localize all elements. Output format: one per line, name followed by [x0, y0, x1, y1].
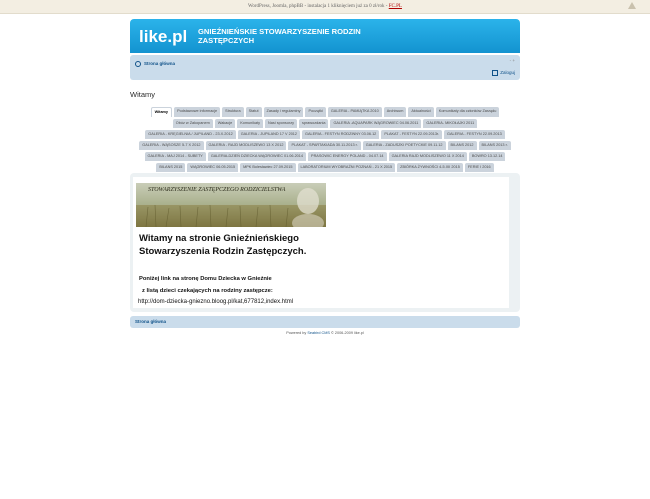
site-header — [130, 19, 520, 53]
tab-item[interactable]: GALERIA - WĄSOSZE 5-7 X 2012 — [139, 141, 203, 150]
tab-item[interactable]: Podstawowe informacje — [174, 107, 220, 117]
tab-item[interactable]: WĄGROWIEC 06.05.2015 — [187, 163, 238, 172]
content-panel — [130, 173, 520, 312]
tab-item[interactable]: Początki — [305, 107, 325, 117]
tab-item[interactable]: Komunikaty — [237, 119, 263, 128]
tab-item[interactable]: PLAKAT - FESTYN 22.09.2013r. — [381, 130, 442, 139]
orphanage-link[interactable]: http://dom-dziecka-gniezno.bloog.pl/kat,677812,index.html — [138, 299, 294, 305]
tab-item[interactable]: BOWRO 13.12.14 — [469, 152, 506, 161]
tab-item[interactable]: Zasady i regulaminy — [264, 107, 304, 117]
tab-item[interactable]: GALERIA - FESTYN RODZINNY 03.06.12 — [302, 130, 379, 139]
tab-item[interactable]: GALERIA - ZADUSZKI POETYCKIE 09.11.12 — [363, 141, 446, 150]
content-body — [133, 177, 509, 308]
top-navbar — [130, 55, 520, 80]
banner-caption: STOWARZYSZENIE ZASTĘPCZEGO RODZICIELSTWA — [148, 187, 286, 193]
key-icon — [492, 70, 498, 76]
like-pl-logo[interactable] — [138, 26, 188, 47]
tab-item[interactable]: Struktura — [222, 107, 243, 117]
tab-item[interactable]: MPK Bolesławiec 27.09.2015 — [240, 163, 295, 172]
tab-item[interactable]: GALERIA - PAMIĄTKA 2010 — [328, 107, 382, 117]
breadcrumb-home[interactable]: Strona główna — [135, 61, 175, 67]
font-size-control[interactable]: - + — [509, 58, 515, 63]
tab-item[interactable]: GALERIA - JUPILAND 17 V 2012 — [238, 130, 300, 139]
intro-line-2: z listą dzieci czekających na rodziny zastępcze: — [142, 288, 273, 294]
tab-item[interactable]: sprawozdania — [299, 119, 328, 128]
tab-item[interactable]: GALERIA - FESTYN 22.09.2013 — [444, 130, 505, 139]
intro-line-1: Poniżej link na stronę Domu Dziecka w Gnieźnie — [139, 276, 272, 282]
tab-item[interactable]: GALERIA - KRĘGIELNIA / JUPILAND - 23.X.2012 — [145, 130, 235, 139]
home-icon — [135, 61, 141, 67]
promo-topbar — [0, 0, 650, 14]
tab-item[interactable]: Statut — [246, 107, 262, 117]
tab-item[interactable]: Archiwum — [384, 107, 407, 117]
tab-item[interactable]: GALERIA RAJD MODLISZEWO 11 X 2014 — [389, 152, 467, 161]
login-link[interactable]: Zaloguj — [492, 70, 515, 76]
tab-item[interactable]: Wakacje — [215, 119, 235, 128]
tab-item[interactable]: BILANS 2013 r. — [479, 141, 511, 150]
promo-link[interactable]: FC.PL — [388, 4, 402, 9]
page-container — [130, 19, 520, 335]
page-title: Witamy — [130, 90, 155, 99]
tab-item[interactable]: GALERIA - RAJD MODLISZEWO 13 X 2012 — [206, 141, 287, 150]
tab-bar — [130, 107, 520, 172]
tab-item[interactable]: PRASOWIC ENERGY POLAND - 04.07.14 — [308, 152, 387, 161]
tab-item[interactable]: Nasi sponsorzy — [265, 119, 297, 128]
tab-item[interactable]: BILANS 2015 — [156, 163, 185, 172]
association-banner-image — [136, 183, 326, 227]
tab-item[interactable]: GALERIA- MIKOŁAJKI 2011 — [423, 119, 477, 128]
tab-item[interactable]: Obóz w Zakopanem — [173, 119, 213, 128]
tab-item[interactable]: FERIE I 2016 — [465, 163, 494, 172]
promo-text: WordPress, Joomla, phpBB - instalacja 1 kliknięciem już za 0 zł/rok - — [248, 4, 389, 9]
tab-item[interactable]: Aktualności — [408, 107, 433, 117]
tab-item[interactable]: GALERIA-DZIEŃ DZIECKA WĄGROWIEC 01.06.2014 — [208, 152, 306, 161]
scroll-top-icon[interactable] — [628, 2, 636, 9]
tab-item[interactable]: PLAKAT - SPARTAKIADA 30.11.2013 r. — [288, 141, 360, 150]
copyright: Powered by Seabird CMS © 2006-2009 like.pl — [286, 331, 364, 335]
footer-navbar — [130, 316, 520, 328]
tab-item[interactable]: LABORATORIUM WYOBRAŹNI POZNAŃ - 21 X 2015 — [298, 163, 396, 172]
tab-item[interactable]: BILANS 2012 — [448, 141, 477, 150]
welcome-heading: Witamy na stronie Gnieźnieńskiego Stowarzyszenia Rodzin Zastępczych. — [139, 233, 307, 257]
tab-item[interactable]: Komunikaty dla członków Zarządu — [436, 107, 500, 117]
tab-item[interactable]: ZBIÓRKA ŻYWNOŚCI 4-5.XII 2015 — [397, 163, 463, 172]
tab-item[interactable]: GALERIA -AQUAPARK WĄGROWIEC 04.06.2011 — [330, 119, 421, 128]
footer-breadcrumb-home[interactable]: Strona główna — [135, 319, 167, 324]
site-title: GNIEŹNIEŃSKIE STOWARZYSZENIE RODZIN ZASTĘPCZYCH — [198, 27, 361, 45]
tab-item[interactable]: GALERIA - MAJ 2014 - SUBETY — [145, 152, 206, 161]
cms-link[interactable]: Seabird CMS — [307, 331, 330, 335]
logo-text: like.pl — [139, 27, 188, 46]
tab-item[interactable]: Witamy — [151, 107, 172, 117]
